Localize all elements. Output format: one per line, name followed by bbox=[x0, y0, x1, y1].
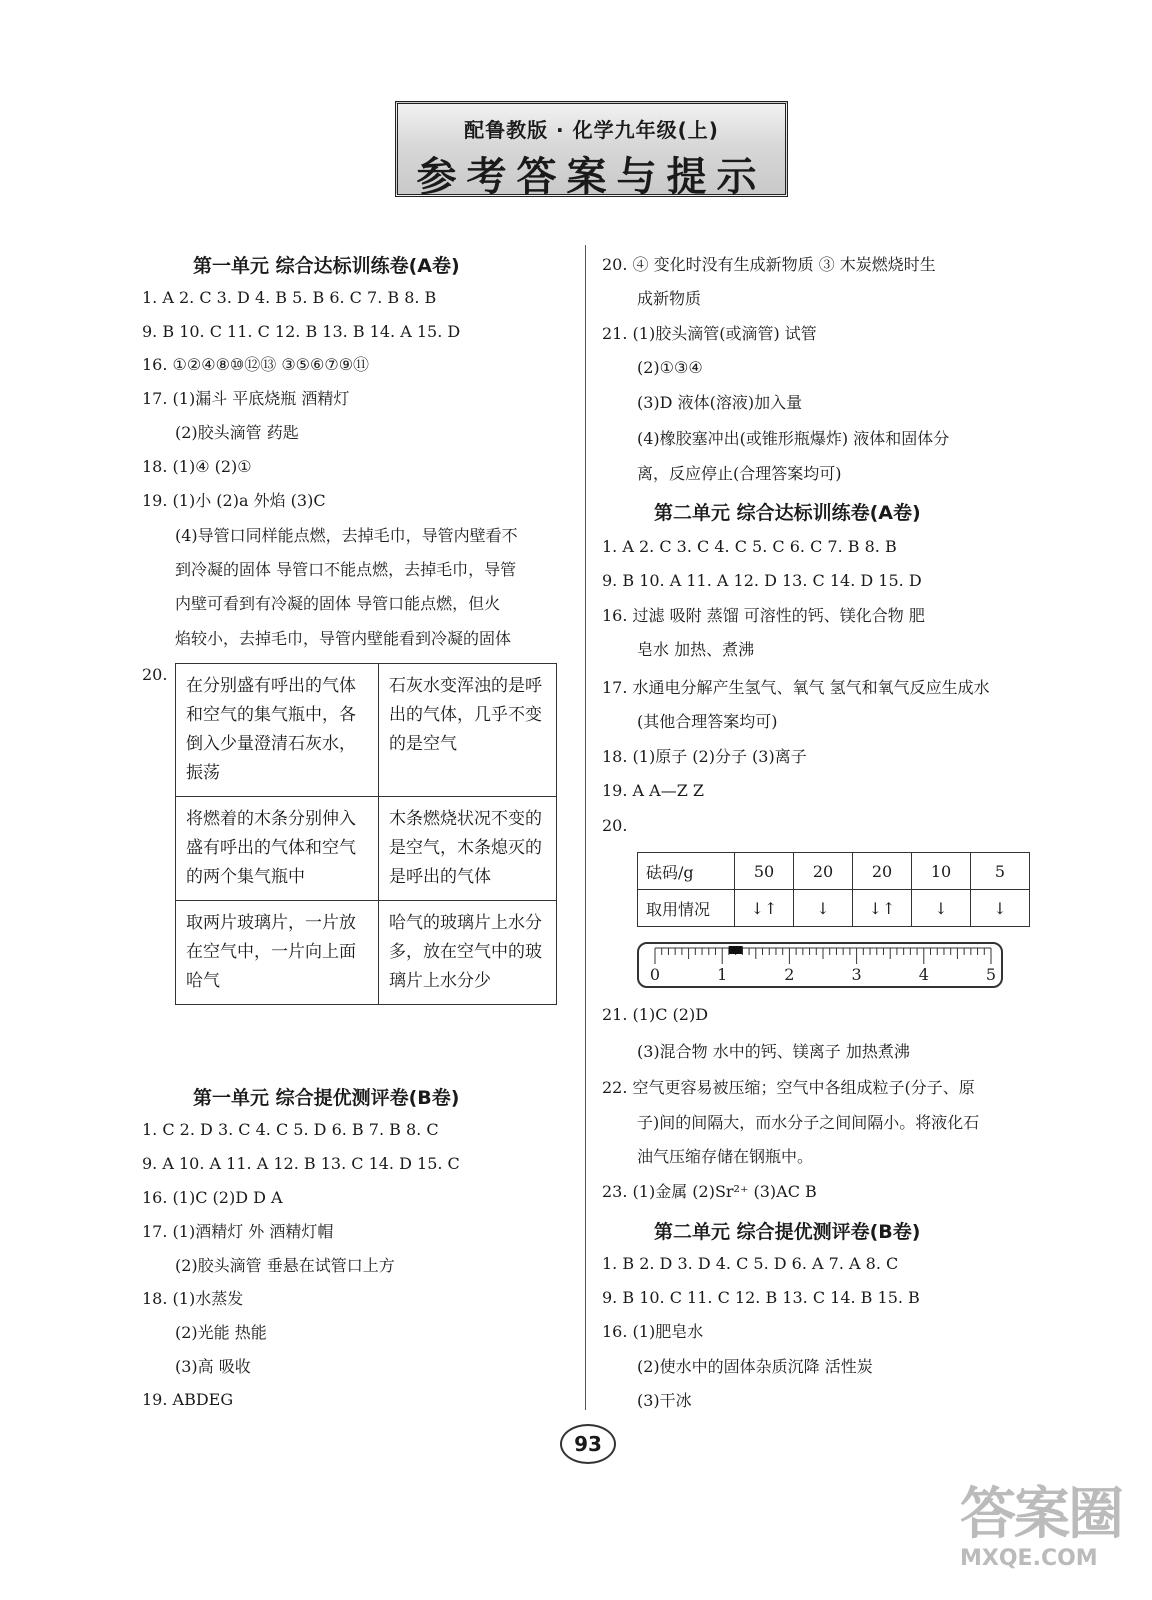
watermark-logo: 答案圈 bbox=[960, 1482, 1122, 1547]
answer-line: 油气压缩存储在钢瓶中。 bbox=[637, 1147, 814, 1166]
answer-line: 1. A 2. C 3. C 4. C 5. C 6. C 7. B 8. B bbox=[602, 537, 897, 556]
table-row bbox=[638, 853, 1030, 890]
answer-line: (3)D 液体(溶液)加入量 bbox=[637, 393, 803, 412]
table-row bbox=[176, 664, 557, 797]
answer-line: 16. 过滤 吸附 蒸馏 可溶性的钙、镁化合物 肥 bbox=[602, 606, 925, 625]
ruler-scale bbox=[639, 944, 1001, 986]
answer-line: 1. C 2. D 3. C 4. C 5. D 6. B 7. B 8. C bbox=[142, 1120, 439, 1139]
section-title-2: 第一单元 综合提优测评卷(B卷) bbox=[193, 1087, 460, 1109]
experiment-table bbox=[175, 663, 557, 1005]
answer-line: 焰较小，去掉毛巾，导管内壁能看到冷凝的固体 bbox=[175, 629, 512, 648]
answer-line: (2)胶头滴管 药匙 bbox=[175, 423, 299, 442]
table-cell: ↓ bbox=[794, 890, 853, 927]
answer-line: 17. 水通电分解产生氢气、氧气 氢气和氧气反应生成水 bbox=[602, 678, 990, 697]
watermark bbox=[960, 1470, 1140, 1580]
answer-line: 19. (1)小 (2)a 外焰 (3)C bbox=[142, 491, 326, 510]
answer-line: (2)①③④ bbox=[637, 358, 703, 377]
answer-line: (2)使水中的固体杂质沉降 活性炭 bbox=[637, 1357, 873, 1376]
answer-line: (3)干冰 bbox=[637, 1391, 692, 1410]
answer-line: 21. (1)胶头滴管(或滴管) 试管 bbox=[602, 324, 817, 343]
answer-line: (2)胶头滴管 垂悬在试管口上方 bbox=[175, 1256, 395, 1275]
answer-line: (3)混合物 水中的钙、镁离子 加热煮沸 bbox=[637, 1042, 910, 1061]
answer-line: 9. B 10. C 11. C 12. B 13. B 14. A 15. D bbox=[142, 322, 461, 341]
table-cell: 木条燃烧状况不变的是空气，木条熄灭的是呼出的气体 bbox=[379, 797, 557, 901]
table-header-cell: 取用情况 bbox=[638, 890, 735, 927]
page-number: 93 bbox=[560, 1424, 616, 1464]
table-cell: 取两片玻璃片，一片放在空气中，一片向上面哈气 bbox=[176, 901, 379, 1005]
banner-title: 参考答案与提示 bbox=[416, 154, 767, 200]
answer-line: (3)高 吸收 bbox=[175, 1357, 251, 1376]
answer-line: 20. bbox=[142, 665, 168, 684]
answer-line: 9. B 10. A 11. A 12. D 13. C 14. D 15. D bbox=[602, 571, 922, 590]
answer-line: 19. ABDEG bbox=[142, 1390, 234, 1409]
answer-line: 18. (1)水蒸发 bbox=[142, 1289, 244, 1308]
ruler-label: 4 bbox=[918, 965, 929, 984]
rider-marker bbox=[729, 946, 743, 954]
ruler-label: 3 bbox=[851, 965, 862, 984]
answer-line: 16. ①②④⑧⑩⑫⑬ ③⑤⑥⑦⑨⑪ bbox=[142, 355, 370, 374]
answer-line: 1. A 2. C 3. D 4. B 5. B 6. C 7. B 8. B bbox=[142, 288, 437, 307]
table-cell: ↓↑ bbox=[853, 890, 912, 927]
answer-line: 20. bbox=[602, 816, 628, 835]
watermark-url: MXQE.COM bbox=[960, 1546, 1098, 1571]
section-title-4: 第二单元 综合提优测评卷(B卷) bbox=[654, 1221, 921, 1243]
answer-line: 23. (1)金属 (2)Sr²⁺ (3)AC B bbox=[602, 1182, 817, 1201]
table-cell: ↓ bbox=[912, 890, 971, 927]
banner-subtitle: 配鲁教版 · 化学九年级(上) bbox=[464, 118, 719, 142]
table-cell: 石灰水变浑浊的是呼出的气体，几乎不变的是空气 bbox=[379, 664, 557, 797]
answer-line: 16. (1)肥皂水 bbox=[602, 1322, 704, 1341]
answer-line: 皂水 加热、煮沸 bbox=[637, 640, 755, 659]
ruler-label: 1 bbox=[717, 965, 728, 984]
column-divider bbox=[585, 245, 586, 1410]
table-cell: 20 bbox=[794, 853, 853, 890]
answer-line: 17. (1)漏斗 平底烧瓶 酒精灯 bbox=[142, 389, 350, 408]
balance-ruler bbox=[637, 942, 1003, 988]
table-cell: ↓ bbox=[971, 890, 1030, 927]
answer-line: 20. ④ 变化时没有生成新物质 ③ 木炭燃烧时生 bbox=[602, 255, 936, 274]
table-row bbox=[176, 901, 557, 1005]
table-cell: 哈气的玻璃片上水分多，放在空气中的玻璃片上水分少 bbox=[379, 901, 557, 1005]
section-title-1: 第一单元 综合达标训练卷(A卷) bbox=[193, 255, 460, 277]
table-cell: 10 bbox=[912, 853, 971, 890]
answer-line: 离，反应停止(合理答案均可) bbox=[637, 464, 842, 483]
ruler-label: 5 bbox=[985, 965, 997, 984]
table-cell: 20 bbox=[853, 853, 912, 890]
answer-line: 18. (1)④ (2)① bbox=[142, 457, 252, 476]
title-banner bbox=[395, 101, 788, 200]
answer-line: 到冷凝的固体 导管口不能点燃，去掉毛巾，导管 bbox=[175, 560, 517, 579]
answer-line: 16. (1)C (2)D D A bbox=[142, 1188, 283, 1207]
table-cell: ↓↑ bbox=[735, 890, 794, 927]
ruler-label: 0 bbox=[649, 965, 661, 984]
weights-table bbox=[637, 852, 1030, 927]
answer-line: 成新物质 bbox=[637, 289, 702, 308]
answer-line: 22. 空气更容易被压缩；空气中各组成粒子(分子、原 bbox=[602, 1078, 975, 1097]
answer-line: 1. B 2. D 3. D 4. C 5. D 6. A 7. A 8. C bbox=[602, 1254, 899, 1273]
answer-line: 21. (1)C (2)D bbox=[602, 1005, 709, 1024]
answer-line: 17. (1)酒精灯 外 酒精灯帽 bbox=[142, 1222, 334, 1241]
table-row bbox=[176, 797, 557, 901]
table-cell: 在分别盛有呼出的气体和空气的集气瓶中，各倒入少量澄清石灰水，振荡 bbox=[176, 664, 379, 797]
answer-line: (4)橡胶塞冲出(或锥形瓶爆炸) 液体和固体分 bbox=[637, 429, 950, 448]
answer-line: 9. B 10. C 11. C 12. B 13. C 14. B 15. B bbox=[602, 1288, 920, 1307]
ruler-label: 2 bbox=[784, 965, 795, 984]
table-cell: 50 bbox=[735, 853, 794, 890]
answer-line: (2)光能 热能 bbox=[175, 1323, 267, 1342]
answer-line: 子)间的间隔大，而水分子之间间隔小。将液化石 bbox=[637, 1113, 980, 1132]
answer-line: (4)导管口同样能点燃，去掉毛巾，导管内壁看不 bbox=[175, 526, 518, 545]
section-title-3: 第二单元 综合达标训练卷(A卷) bbox=[654, 502, 921, 524]
table-cell: 5 bbox=[971, 853, 1030, 890]
answer-line: (其他合理答案均可) bbox=[637, 712, 778, 731]
table-header-cell: 砝码/g bbox=[638, 853, 735, 890]
table-row bbox=[638, 890, 1030, 927]
table-cell: 将燃着的木条分别伸入盛有呼出的气体和空气的两个集气瓶中 bbox=[176, 797, 379, 901]
answer-line: 9. A 10. A 11. A 12. B 13. C 14. D 15. C bbox=[142, 1154, 460, 1173]
answer-line: 19. A A—Z Z bbox=[602, 781, 705, 800]
answer-line: 内壁可看到有冷凝的固体 导管口能点燃，但火 bbox=[175, 594, 501, 613]
answer-line: 18. (1)原子 (2)分子 (3)离子 bbox=[602, 747, 807, 766]
